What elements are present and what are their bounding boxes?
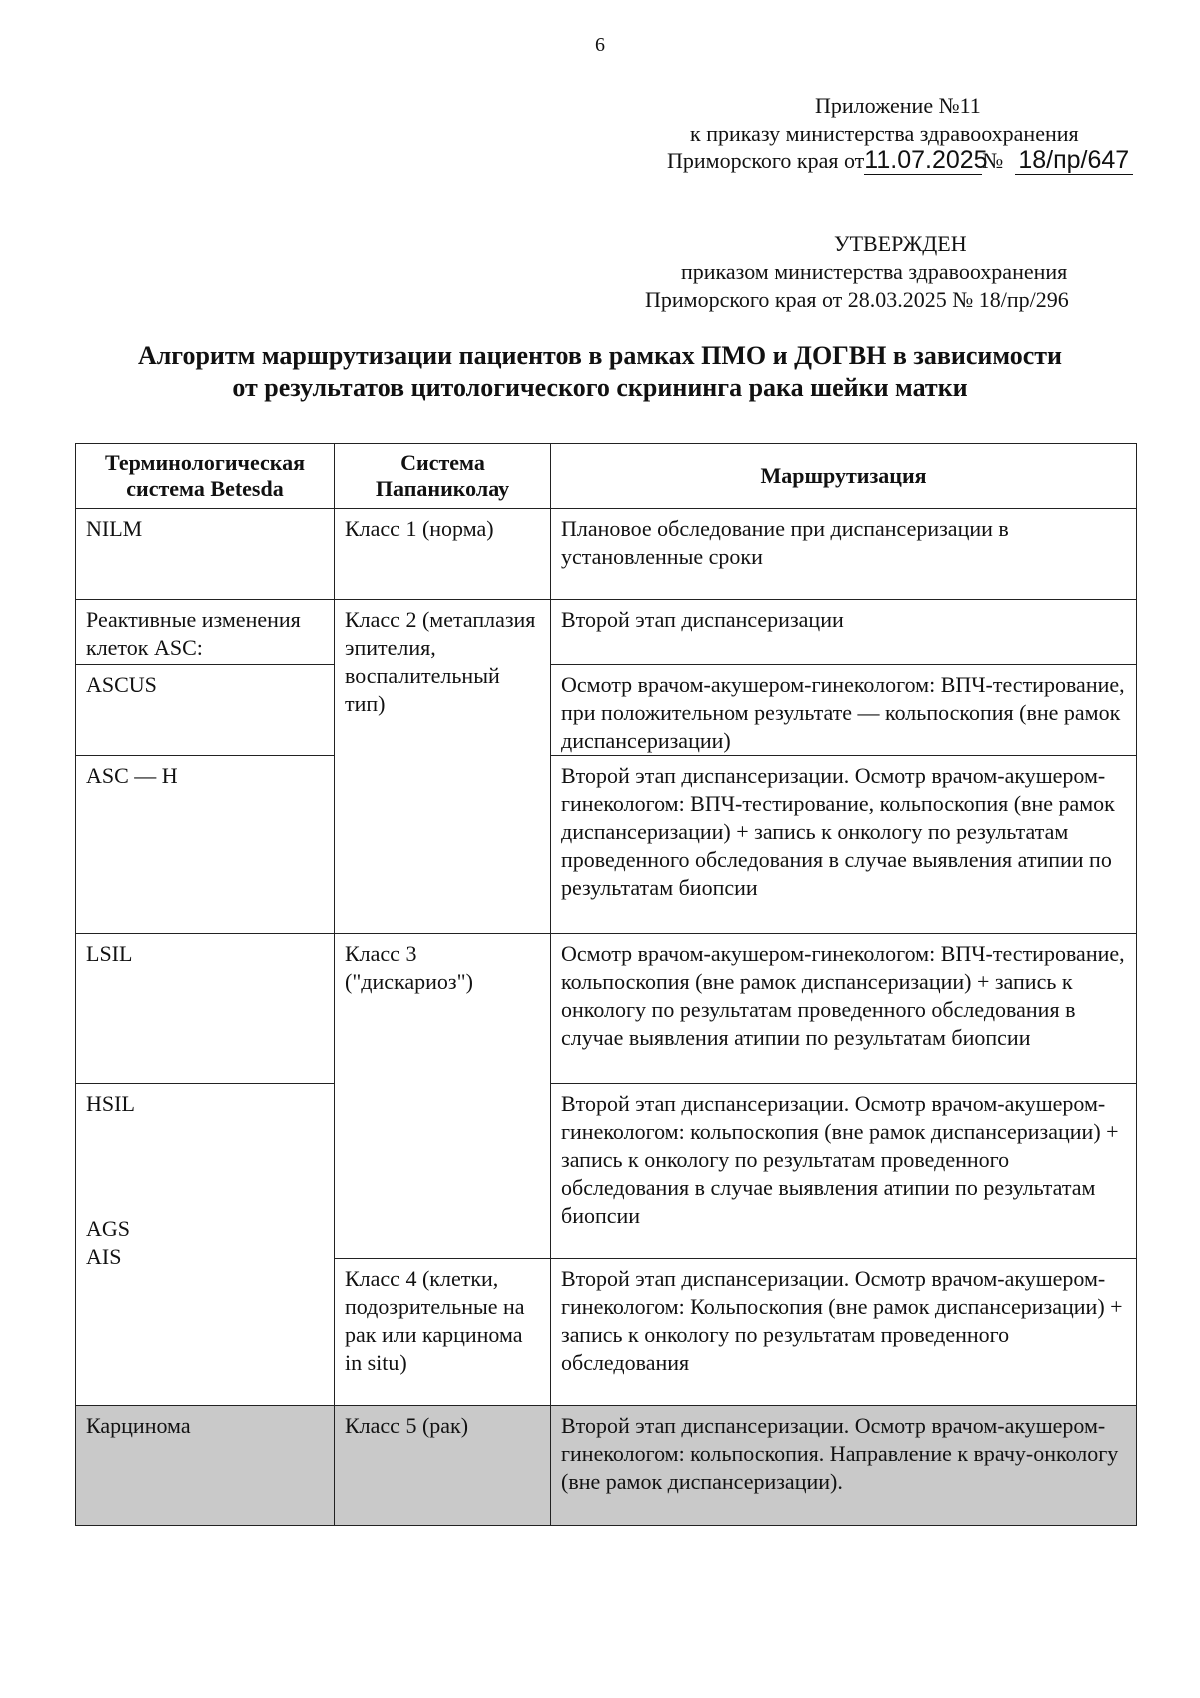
appendix-line3: [667, 146, 1133, 175]
papanicolaou-cell: Класс 1 (норма): [335, 509, 551, 600]
routing-cell: Второй этап диспансеризации. Осмотр врачом-акушером-гинекологом: ВПЧ-тестирование, кольпоскопия (вне рамок диспансеризации) + запись к онкологу по результатам проведенного обследования в случае выявления атипии по результатам биопсии: [551, 756, 1137, 934]
appendix-line3-prefix: Приморского края от: [667, 148, 865, 173]
routing-cell: Второй этап диспансеризации: [551, 600, 1137, 665]
papanicolaou-cell: Класс 3 ("дискариоз"): [335, 934, 551, 1259]
approved-line1: УТВЕРЖДЕН: [834, 231, 967, 256]
table-row: [76, 934, 1137, 1084]
bethesda-cell: [76, 1084, 335, 1406]
bethesda-cell: ASCUS: [76, 665, 335, 756]
routing-cell: Осмотр врачом-акушером-гинекологом: ВПЧ-тестирование, при положительном результате — кольпоскопия (вне рамок диспансеризации): [551, 665, 1137, 756]
routing-cell: Второй этап диспансеризации. Осмотр врачом-акушером-гинекологом: кольпоскопия (вне рамок диспансеризации) + запись к онкологу по результатам проведенного обследования в случае выявления атипии по результатам биопсии: [551, 1084, 1137, 1259]
table-row: [76, 1084, 1137, 1259]
bethesda-ags: AGS: [86, 1216, 131, 1241]
table-row: [76, 756, 1137, 934]
bethesda-ais: AIS: [86, 1244, 122, 1269]
table-header-row: [76, 444, 1137, 509]
routing-cell: Осмотр врачом-акушером-гинекологом: ВПЧ-тестирование, кольпоскопия (вне рамок диспансеризации) + запись к онкологу по результатам проведенного обследования в случае выявления атипии по результатам биопсии: [551, 934, 1137, 1084]
approved-line2: приказом министерства здравоохранения: [681, 259, 1068, 284]
routing-table: [75, 443, 1137, 1526]
papanicolaou-cell: Класс 5 (рак): [335, 1406, 551, 1526]
table-row: [76, 509, 1137, 600]
table-row: [76, 665, 1137, 756]
appendix-number: 18/пр/647: [1015, 146, 1133, 175]
bethesda-cell: Реактивные изменения клеток ASC:: [76, 600, 335, 665]
page-number: 6: [595, 34, 605, 56]
bethesda-hsil: HSIL: [86, 1091, 135, 1116]
table-row: [76, 1406, 1137, 1526]
header-papanicolaou: Система Папаниколау: [335, 444, 551, 509]
routing-cell: Плановое обследование при диспансеризации в установленные сроки: [551, 509, 1137, 600]
appendix-line2: к приказу министерства здравоохранения: [690, 121, 1079, 146]
appendix-date: 11.07.2025: [864, 146, 988, 174]
appendix-number-label: №: [982, 148, 1004, 173]
approved-line3: Приморского края от 28.03.2025 № 18/пр/296: [645, 287, 1069, 312]
document-title: Алгоритм маршрутизации пациентов в рамках ПМО и ДОГВН в зависимости от результатов цитологического скрининга рака шейки матки: [137, 341, 1063, 402]
bethesda-cell: Карцинома: [76, 1406, 335, 1526]
appendix-line1: Приложение №11: [815, 93, 981, 118]
bethesda-cell: ASC — H: [76, 756, 335, 934]
routing-cell: Второй этап диспансеризации. Осмотр врачом-акушером-гинекологом: Кольпоскопия (вне рамок диспансеризации) + запись к онкологу по результатам проведенного обследования: [551, 1259, 1137, 1406]
bethesda-cell: NILM: [76, 509, 335, 600]
table-row: [76, 600, 1137, 665]
header-bethesda: Терминологическая система Betesda: [76, 444, 335, 509]
bethesda-cell: LSIL: [76, 934, 335, 1084]
papanicolaou-cell: Класс 2 (метаплазия эпителия, воспалительный тип): [335, 600, 551, 934]
routing-cell: Второй этап диспансеризации. Осмотр врачом-акушером-гинекологом: кольпоскопия. Направление к врачу-онкологу (вне рамок диспансеризации).: [551, 1406, 1137, 1526]
papanicolaou-cell: Класс 4 (клетки, подозрительные на рак или карцинома in situ): [335, 1259, 551, 1406]
header-routing: Маршрутизация: [551, 444, 1137, 509]
